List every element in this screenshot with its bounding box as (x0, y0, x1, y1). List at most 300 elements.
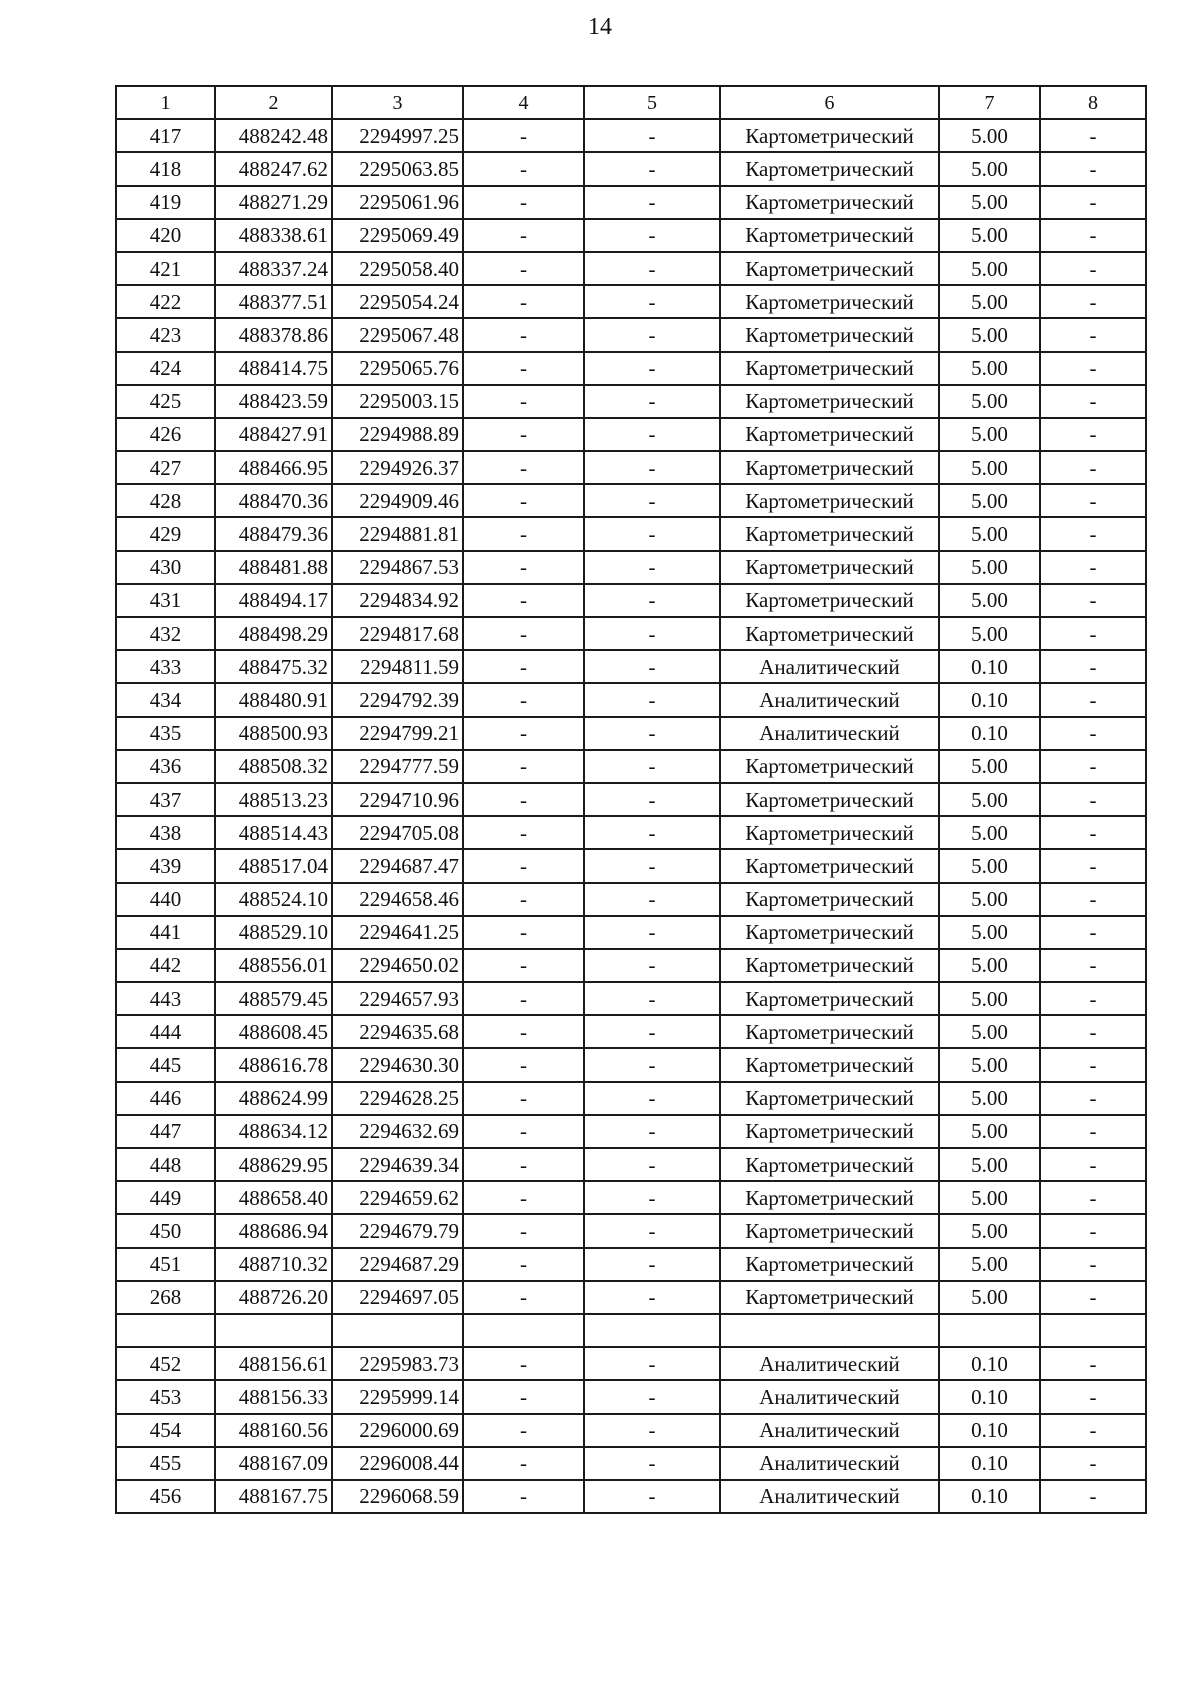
table-cell-col-6: Картометрический (720, 119, 939, 152)
table-cell-col-5: - (584, 1015, 720, 1048)
table-cell-col-4: - (463, 1181, 584, 1214)
table-cell-col-2: 488498.29 (215, 617, 332, 650)
table-cell-col-3: 2294881.81 (332, 517, 463, 550)
table-cell-col-1: 456 (116, 1480, 215, 1513)
column-header-7: 7 (939, 86, 1040, 119)
table-cell-col-8: - (1040, 750, 1146, 783)
table-cell-col-2 (215, 1314, 332, 1347)
table-cell-col-2: 488686.94 (215, 1214, 332, 1247)
table-cell-col-5: - (584, 1281, 720, 1314)
table-cell-col-2: 488271.29 (215, 186, 332, 219)
table-cell-col-8: - (1040, 517, 1146, 550)
table-cell-col-3: 2294867.53 (332, 551, 463, 584)
table-cell-col-3: 2294632.69 (332, 1115, 463, 1148)
table-row (116, 982, 1146, 1015)
table-cell-col-4: - (463, 617, 584, 650)
table-cell-col-8: - (1040, 219, 1146, 252)
table-cell-col-7: 0.10 (939, 717, 1040, 750)
table-cell-col-2: 488427.91 (215, 418, 332, 451)
table-cell-col-2: 488616.78 (215, 1048, 332, 1081)
table-cell-col-2: 488500.93 (215, 717, 332, 750)
table-cell-col-1: 425 (116, 385, 215, 418)
table-row (116, 517, 1146, 550)
table-cell-col-2: 488377.51 (215, 285, 332, 318)
table-cell-col-5: - (584, 1414, 720, 1447)
table-cell-col-3: 2296068.59 (332, 1480, 463, 1513)
table-cell-col-1: 450 (116, 1214, 215, 1247)
table-row (116, 1082, 1146, 1115)
table-cell-col-5: - (584, 1214, 720, 1247)
table-row (116, 451, 1146, 484)
table-cell-col-4: - (463, 1414, 584, 1447)
table-body (116, 119, 1146, 1513)
table-cell-col-1: 424 (116, 352, 215, 385)
table-cell-col-2: 488338.61 (215, 219, 332, 252)
table-cell-col-4: - (463, 816, 584, 849)
table-cell-col-8: - (1040, 385, 1146, 418)
table-cell-col-1: 429 (116, 517, 215, 550)
table-cell-col-8: - (1040, 318, 1146, 351)
table-cell-col-4: - (463, 318, 584, 351)
table-cell-col-8: - (1040, 451, 1146, 484)
table-cell-col-5: - (584, 816, 720, 849)
table-cell-col-6: Картометрический (720, 617, 939, 650)
table-cell-col-4: - (463, 1447, 584, 1480)
table-row (116, 883, 1146, 916)
column-header-6: 6 (720, 86, 939, 119)
table-cell-col-6: Картометрический (720, 551, 939, 584)
table-cell-col-1: 447 (116, 1115, 215, 1148)
table-cell-col-3: 2294834.92 (332, 584, 463, 617)
table-cell-col-8: - (1040, 584, 1146, 617)
table-cell-col-3: 2294705.08 (332, 816, 463, 849)
table-cell-col-1: 420 (116, 219, 215, 252)
table-cell-col-2: 488508.32 (215, 750, 332, 783)
table-row (116, 650, 1146, 683)
table-cell-col-7: 5.00 (939, 186, 1040, 219)
table-row (116, 1314, 1146, 1347)
table-cell-col-1: 439 (116, 849, 215, 882)
table-cell-col-6: Картометрический (720, 1214, 939, 1247)
table-cell-col-3: 2294799.21 (332, 717, 463, 750)
table-cell-col-1: 435 (116, 717, 215, 750)
table-cell-col-7: 5.00 (939, 1181, 1040, 1214)
table-cell-col-7: 5.00 (939, 119, 1040, 152)
table-cell-col-8: - (1040, 352, 1146, 385)
table-cell-col-7: 5.00 (939, 352, 1040, 385)
table-cell-col-4: - (463, 949, 584, 982)
table-cell-col-5: - (584, 949, 720, 982)
table-cell-col-3: 2295058.40 (332, 252, 463, 285)
table-cell-col-6: Картометрический (720, 186, 939, 219)
table-cell-col-3: 2295067.48 (332, 318, 463, 351)
table-cell-col-5: - (584, 484, 720, 517)
table-cell-col-1: 418 (116, 152, 215, 185)
table-cell-col-4: - (463, 219, 584, 252)
table-cell-col-4: - (463, 982, 584, 1015)
table-cell-col-2: 488167.75 (215, 1480, 332, 1513)
table-cell-col-2: 488337.24 (215, 252, 332, 285)
table-cell-col-6: Картометрический (720, 517, 939, 550)
table-cell-col-4: - (463, 783, 584, 816)
table-cell-col-3: 2294710.96 (332, 783, 463, 816)
table-cell-col-3: 2295003.15 (332, 385, 463, 418)
table-cell-col-6: Картометрический (720, 352, 939, 385)
table-cell-col-6: Картометрический (720, 318, 939, 351)
table-cell-col-1: 422 (116, 285, 215, 318)
table-cell-col-5: - (584, 849, 720, 882)
table-cell-col-5: - (584, 1148, 720, 1181)
table-cell-col-5: - (584, 1181, 720, 1214)
table-cell-col-7: 5.00 (939, 152, 1040, 185)
table-cell-col-1: 437 (116, 783, 215, 816)
table-cell-col-6: Картометрический (720, 1115, 939, 1148)
table-cell-col-7: 5.00 (939, 883, 1040, 916)
table-cell-col-4: - (463, 152, 584, 185)
table-cell-col-1: 445 (116, 1048, 215, 1081)
table-cell-col-1: 423 (116, 318, 215, 351)
table-cell-col-8: - (1040, 1480, 1146, 1513)
table-cell-col-5: - (584, 186, 720, 219)
table-cell-col-5: - (584, 584, 720, 617)
table-cell-col-6: Аналитический (720, 683, 939, 716)
table-cell-col-7: 5.00 (939, 816, 1040, 849)
table-cell-col-8: - (1040, 1414, 1146, 1447)
table-cell-col-6: Картометрический (720, 883, 939, 916)
table-cell-col-3: 2295983.73 (332, 1347, 463, 1380)
table-cell-col-8: - (1040, 484, 1146, 517)
table-row (116, 1281, 1146, 1314)
table-cell-col-5: - (584, 683, 720, 716)
table-cell-col-6: Картометрический (720, 484, 939, 517)
table-cell-col-5: - (584, 517, 720, 550)
table-cell-col-5: - (584, 352, 720, 385)
table-cell-col-6: Картометрический (720, 816, 939, 849)
table-cell-col-6: Картометрический (720, 949, 939, 982)
table-cell-col-3: 2294650.02 (332, 949, 463, 982)
table-cell-col-5: - (584, 285, 720, 318)
table-cell-col-4: - (463, 1480, 584, 1513)
table-cell-col-8: - (1040, 982, 1146, 1015)
table-cell-col-8: - (1040, 252, 1146, 285)
table-cell-col-5: - (584, 717, 720, 750)
table-cell-col-5: - (584, 916, 720, 949)
table-cell-col-4: - (463, 883, 584, 916)
table-cell-col-7: 0.10 (939, 683, 1040, 716)
table-cell-col-6: Картометрический (720, 982, 939, 1015)
table-cell-col-4: - (463, 584, 584, 617)
table-cell-col-3: 2294628.25 (332, 1082, 463, 1115)
table-cell-col-5: - (584, 1480, 720, 1513)
table-cell-col-8: - (1040, 1082, 1146, 1115)
table-cell-col-2: 488160.56 (215, 1414, 332, 1447)
table-cell-col-1: 438 (116, 816, 215, 849)
table-cell-col-1: 426 (116, 418, 215, 451)
table-cell-col-5: - (584, 1115, 720, 1148)
table-row (116, 285, 1146, 318)
table-cell-col-1: 436 (116, 750, 215, 783)
table-cell-col-7: 5.00 (939, 949, 1040, 982)
table-row (116, 584, 1146, 617)
table-row (116, 186, 1146, 219)
table-cell-col-3: 2294657.93 (332, 982, 463, 1015)
table-cell-col-7: 5.00 (939, 451, 1040, 484)
table-cell-col-6: Картометрический (720, 750, 939, 783)
table-cell-col-1: 419 (116, 186, 215, 219)
table-cell-col-4: - (463, 1148, 584, 1181)
column-header-3: 3 (332, 86, 463, 119)
table-cell-col-8: - (1040, 916, 1146, 949)
table-header (116, 86, 1146, 119)
table-cell-col-3: 2294988.89 (332, 418, 463, 451)
table-cell-col-6: Картометрический (720, 219, 939, 252)
table-cell-col-4: - (463, 1214, 584, 1247)
table-cell-col-1: 421 (116, 252, 215, 285)
table-cell-col-3: 2295061.96 (332, 186, 463, 219)
table-row (116, 717, 1146, 750)
table-cell-col-4: - (463, 451, 584, 484)
table-cell-col-7: 0.10 (939, 1447, 1040, 1480)
table-cell-col-5: - (584, 1347, 720, 1380)
table-cell-col-7: 5.00 (939, 783, 1040, 816)
table-cell-col-6 (720, 1314, 939, 1347)
table-row (116, 783, 1146, 816)
table-cell-col-8: - (1040, 186, 1146, 219)
table-cell-col-4: - (463, 385, 584, 418)
table-cell-col-6: Аналитический (720, 1347, 939, 1380)
table-cell-col-4: - (463, 484, 584, 517)
table-cell-col-4: - (463, 683, 584, 716)
table-cell-col-7: 5.00 (939, 1248, 1040, 1281)
table-row (116, 1148, 1146, 1181)
table-cell-col-1: 428 (116, 484, 215, 517)
table-cell-col-4: - (463, 1048, 584, 1081)
table-cell-col-3: 2294697.05 (332, 1281, 463, 1314)
table-cell-col-2: 488608.45 (215, 1015, 332, 1048)
table-cell-col-2: 488624.99 (215, 1082, 332, 1115)
table-cell-col-5: - (584, 418, 720, 451)
table-cell-col-7: 5.00 (939, 1214, 1040, 1247)
table-cell-col-1: 454 (116, 1414, 215, 1447)
table-cell-col-7: 5.00 (939, 318, 1040, 351)
table-cell-col-6: Картометрический (720, 1082, 939, 1115)
table-cell-col-5: - (584, 1082, 720, 1115)
table-cell-col-1 (116, 1314, 215, 1347)
table-cell-col-7: 5.00 (939, 750, 1040, 783)
table-cell-col-5: - (584, 783, 720, 816)
table-cell-col-1: 433 (116, 650, 215, 683)
table-cell-col-2: 488167.09 (215, 1447, 332, 1480)
table-cell-col-8: - (1040, 1380, 1146, 1413)
table-cell-col-8: - (1040, 418, 1146, 451)
table-cell-col-3: 2294997.25 (332, 119, 463, 152)
table-row (116, 1015, 1146, 1048)
table-cell-col-1: 446 (116, 1082, 215, 1115)
table-cell-col-3: 2294679.79 (332, 1214, 463, 1247)
header-row (116, 86, 1146, 119)
table-cell-col-7: 5.00 (939, 982, 1040, 1015)
page-number: 14 (588, 14, 612, 40)
table-cell-col-2: 488156.61 (215, 1347, 332, 1380)
table-cell-col-7: 0.10 (939, 1414, 1040, 1447)
table-cell-col-1: 442 (116, 949, 215, 982)
table-row (116, 617, 1146, 650)
table-cell-col-6: Аналитический (720, 1380, 939, 1413)
table-cell-col-7: 5.00 (939, 385, 1040, 418)
table-cell-col-4: - (463, 717, 584, 750)
table-cell-col-7: 5.00 (939, 285, 1040, 318)
table-cell-col-8: - (1040, 119, 1146, 152)
table-cell-col-2: 488710.32 (215, 1248, 332, 1281)
table-cell-col-5: - (584, 219, 720, 252)
table-row (116, 1181, 1146, 1214)
table-cell-col-7: 0.10 (939, 650, 1040, 683)
table-cell-col-5: - (584, 1248, 720, 1281)
table-cell-col-2: 488480.91 (215, 683, 332, 716)
column-header-5: 5 (584, 86, 720, 119)
table-row (116, 252, 1146, 285)
table-cell-col-3: 2296000.69 (332, 1414, 463, 1447)
table-cell-col-4: - (463, 1082, 584, 1115)
table-cell-col-5 (584, 1314, 720, 1347)
table-cell-col-2: 488423.59 (215, 385, 332, 418)
table-cell-col-3: 2295069.49 (332, 219, 463, 252)
table-cell-col-8: - (1040, 1181, 1146, 1214)
table-cell-col-1: 427 (116, 451, 215, 484)
table-row (116, 849, 1146, 882)
table-row (116, 1480, 1146, 1513)
table-cell-col-4: - (463, 352, 584, 385)
table-cell-col-6: Картометрический (720, 418, 939, 451)
table-cell-col-3: 2294817.68 (332, 617, 463, 650)
table-cell-col-2: 488481.88 (215, 551, 332, 584)
table-cell-col-4: - (463, 1380, 584, 1413)
table-cell-col-2: 488242.48 (215, 119, 332, 152)
table-cell-col-7: 5.00 (939, 418, 1040, 451)
table-cell-col-7: 5.00 (939, 1281, 1040, 1314)
table-row (116, 352, 1146, 385)
table-cell-col-7 (939, 1314, 1040, 1347)
table-cell-col-7: 5.00 (939, 1048, 1040, 1081)
table-cell-col-6: Аналитический (720, 1447, 939, 1480)
table-cell-col-3 (332, 1314, 463, 1347)
table-cell-col-4: - (463, 285, 584, 318)
table-cell-col-1: 431 (116, 584, 215, 617)
coordinates-table (115, 85, 1147, 1514)
table-cell-col-8: - (1040, 1281, 1146, 1314)
table-cell-col-2: 488658.40 (215, 1181, 332, 1214)
table-cell-col-7: 0.10 (939, 1480, 1040, 1513)
table-cell-col-6: Картометрический (720, 1148, 939, 1181)
table-cell-col-5: - (584, 119, 720, 152)
table-cell-col-2: 488378.86 (215, 318, 332, 351)
table-cell-col-2: 488479.36 (215, 517, 332, 550)
table-cell-col-2: 488470.36 (215, 484, 332, 517)
table-cell-col-2: 488466.95 (215, 451, 332, 484)
table-cell-col-8: - (1040, 1048, 1146, 1081)
table-cell-col-6: Картометрический (720, 285, 939, 318)
table-cell-col-3: 2294811.59 (332, 650, 463, 683)
table-cell-col-4: - (463, 418, 584, 451)
table-cell-col-6: Картометрический (720, 1015, 939, 1048)
table-cell-col-7: 5.00 (939, 617, 1040, 650)
table-row (116, 816, 1146, 849)
table-cell-col-2: 488556.01 (215, 949, 332, 982)
table-cell-col-7: 5.00 (939, 849, 1040, 882)
table-cell-col-5: - (584, 617, 720, 650)
table-cell-col-4: - (463, 517, 584, 550)
column-header-4: 4 (463, 86, 584, 119)
table-cell-col-2: 488517.04 (215, 849, 332, 882)
table-cell-col-3: 2295999.14 (332, 1380, 463, 1413)
table-cell-col-6: Картометрический (720, 1048, 939, 1081)
table-cell-col-3: 2294909.46 (332, 484, 463, 517)
table-cell-col-8: - (1040, 849, 1146, 882)
table-cell-col-8: - (1040, 883, 1146, 916)
table-cell-col-6: Аналитический (720, 717, 939, 750)
table-row (116, 219, 1146, 252)
table-cell-col-5: - (584, 982, 720, 1015)
table-cell-col-2: 488475.32 (215, 650, 332, 683)
table-cell-col-8: - (1040, 816, 1146, 849)
table-cell-col-7: 0.10 (939, 1347, 1040, 1380)
table-cell-col-5: - (584, 385, 720, 418)
table-row (116, 1347, 1146, 1380)
table-cell-col-2: 488524.10 (215, 883, 332, 916)
table-cell-col-4: - (463, 650, 584, 683)
table-cell-col-7: 5.00 (939, 584, 1040, 617)
table-cell-col-3: 2294926.37 (332, 451, 463, 484)
column-header-1: 1 (116, 86, 215, 119)
table-cell-col-6: Аналитический (720, 1414, 939, 1447)
table-cell-col-2: 488513.23 (215, 783, 332, 816)
table-cell-col-6: Картометрический (720, 783, 939, 816)
table-cell-col-5: - (584, 152, 720, 185)
table-cell-col-6: Картометрический (720, 849, 939, 882)
table-cell-col-4: - (463, 252, 584, 285)
table-cell-col-4 (463, 1314, 584, 1347)
table-cell-col-5: - (584, 1048, 720, 1081)
table-row (116, 949, 1146, 982)
table-cell-col-7: 5.00 (939, 484, 1040, 517)
table-row (116, 484, 1146, 517)
table-cell-col-3: 2294658.46 (332, 883, 463, 916)
table-cell-col-1: 417 (116, 119, 215, 152)
table-cell-col-8: - (1040, 650, 1146, 683)
table-cell-col-5: - (584, 318, 720, 351)
table-row (116, 1048, 1146, 1081)
table-cell-col-3: 2294641.25 (332, 916, 463, 949)
table-cell-col-2: 488629.95 (215, 1148, 332, 1181)
table-cell-col-1: 452 (116, 1347, 215, 1380)
table-row (116, 152, 1146, 185)
table-row (116, 1414, 1146, 1447)
table-cell-col-6: Картометрический (720, 1181, 939, 1214)
table-cell-col-3: 2294792.39 (332, 683, 463, 716)
table-cell-col-5: - (584, 650, 720, 683)
table-cell-col-4: - (463, 1347, 584, 1380)
table-cell-col-2: 488529.10 (215, 916, 332, 949)
table-cell-col-3: 2294687.29 (332, 1248, 463, 1281)
table-cell-col-2: 488579.45 (215, 982, 332, 1015)
table-cell-col-2: 488634.12 (215, 1115, 332, 1148)
table-cell-col-8: - (1040, 1248, 1146, 1281)
table-cell-col-1: 444 (116, 1015, 215, 1048)
table-cell-col-8: - (1040, 152, 1146, 185)
table-cell-col-1: 451 (116, 1248, 215, 1281)
table-cell-col-8: - (1040, 783, 1146, 816)
table-cell-col-5: - (584, 252, 720, 285)
